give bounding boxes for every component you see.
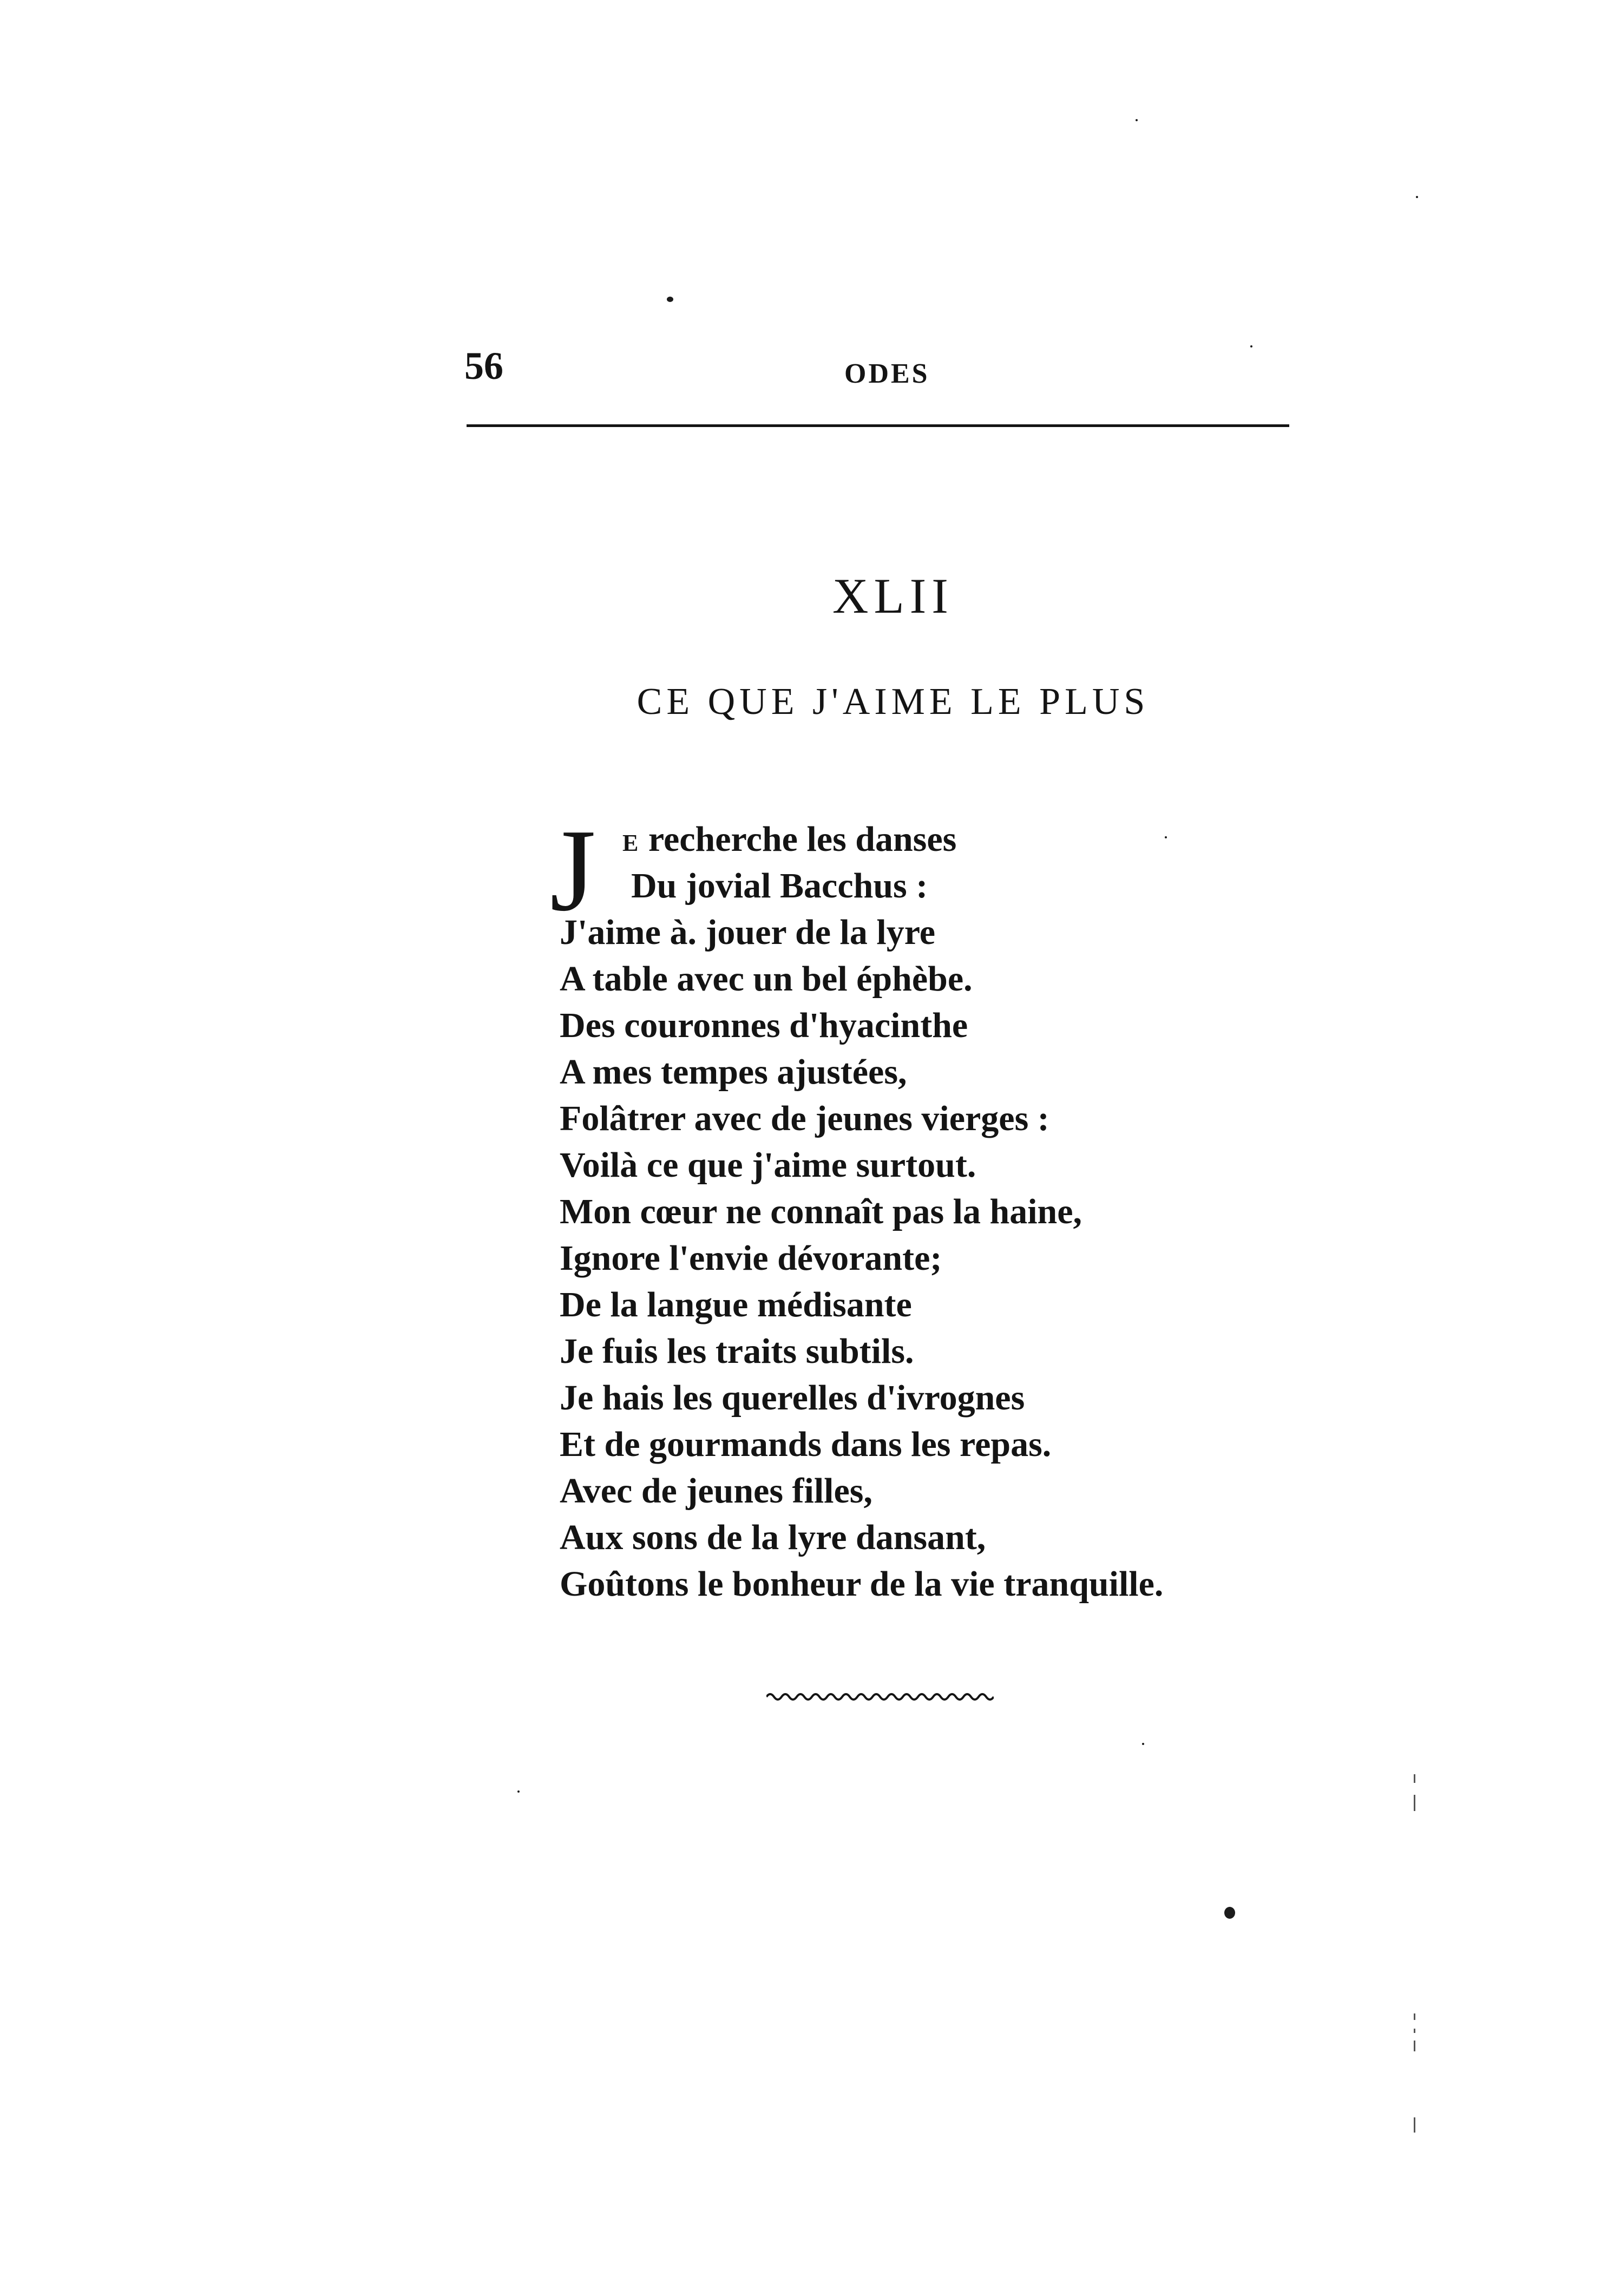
ink-speck: [1416, 196, 1418, 198]
poem-line: A mes tempes ajustées,: [560, 1052, 907, 1092]
poem-line: Ignore l'envie dévorante;: [560, 1238, 942, 1278]
wavy-ornament: [766, 1689, 994, 1702]
poem-line: Goûtons le bonheur de la vie tranquille.: [560, 1564, 1164, 1604]
poem-line: Et de gourmands dans les repas.: [560, 1425, 1052, 1464]
ink-speck: [1224, 1907, 1235, 1919]
ink-speck: [667, 297, 673, 302]
first-line-rest: recherche les danses: [639, 819, 957, 859]
print-mark: [1414, 2117, 1415, 2133]
poem-line: Aux sons de la lyre dansant,: [560, 1518, 986, 1557]
ink-speck: [1142, 1743, 1144, 1745]
print-mark: [1414, 1795, 1415, 1811]
print-mark: [1414, 1774, 1415, 1783]
ink-speck: [517, 1790, 520, 1793]
poem-line: Des couronnes d'hyacinthe: [560, 1006, 968, 1045]
poem-line: Je hais les querelles d'ivrognes: [560, 1378, 1025, 1418]
ink-speck: [1136, 119, 1138, 121]
poem-line: De la langue médisante: [560, 1285, 912, 1324]
print-mark: [1414, 2041, 1415, 2051]
running-head: ODES: [844, 358, 930, 389]
ode-title: CE QUE J'AIME LE PLUS: [637, 681, 1150, 723]
page-number: 56: [464, 344, 503, 388]
ink-speck: [1250, 345, 1252, 347]
poem-line: Voilà ce que j'aime surtout.: [560, 1145, 976, 1185]
ink-speck: [1165, 836, 1167, 838]
ode-number: XLII: [832, 568, 954, 624]
poem-line: Avec de jeunes filles,: [560, 1471, 872, 1511]
first-line-smallcap: E: [622, 830, 640, 856]
poem-line: Du jovial Bacchus :: [631, 866, 928, 906]
header-rule: [467, 424, 1289, 427]
drop-cap: J: [550, 805, 596, 936]
print-mark: [1414, 2013, 1415, 2020]
poem-line: Mon cœur ne connaît pas la haine,: [560, 1192, 1082, 1231]
poem-line-first: [622, 819, 957, 859]
poem-line: Je fuis les traits subtils.: [560, 1331, 914, 1371]
poem-line: A table avec un bel éphèbe.: [560, 959, 973, 999]
print-mark: [1414, 2029, 1415, 2033]
poem-line: J'aime à. jouer de la lyre: [560, 913, 936, 952]
poem-line: Folâtrer avec de jeunes vierges :: [560, 1099, 1049, 1138]
